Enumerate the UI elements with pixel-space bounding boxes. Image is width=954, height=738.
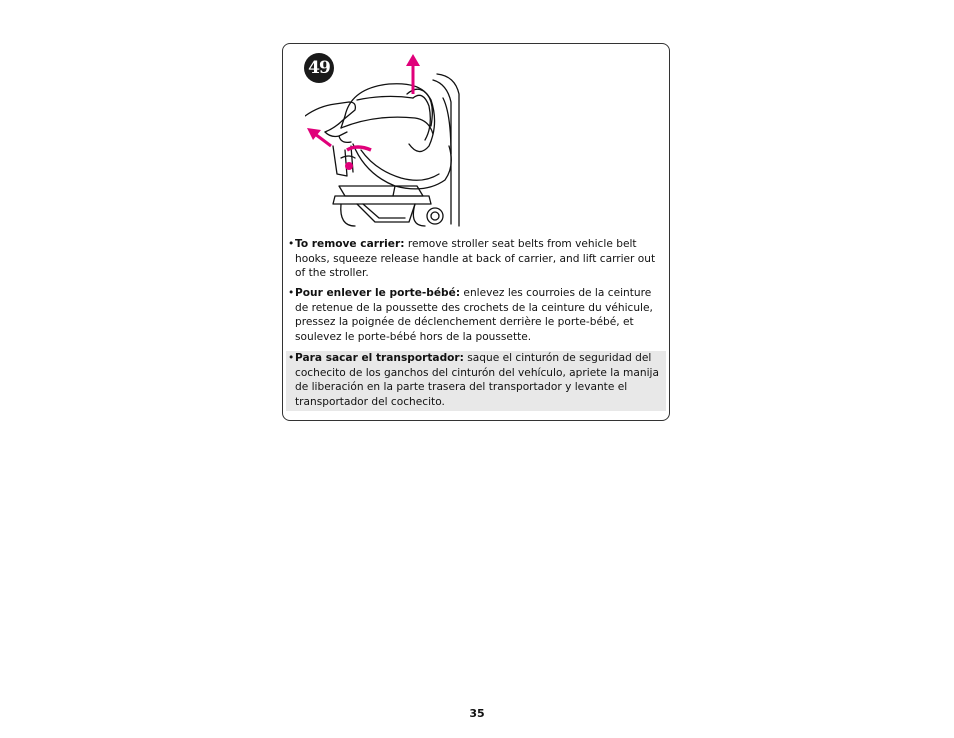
- carrier-removal-illustration: [305, 54, 465, 232]
- instruction-text: remove stroller seat belts from vehicle belt hooks, squeeze release handle at back of carrier, and lift carrier out of the stroller.: [295, 238, 656, 280]
- instruction-french: [286, 286, 666, 344]
- instruction-spanish: [286, 351, 666, 411]
- bullet: •: [288, 238, 295, 250]
- step-number-badge: 49: [304, 53, 334, 83]
- instruction-english: [286, 237, 666, 281]
- instruction-lead: To remove carrier:: [295, 238, 405, 250]
- instruction-lead: Para sacar el transportador:: [295, 352, 464, 364]
- bullet: •: [288, 287, 295, 299]
- instruction-body: [295, 286, 662, 344]
- instruction-body: [295, 351, 662, 409]
- instruction-lead: Pour enlever le porte-bébé:: [295, 287, 461, 299]
- release-dot-icon: [345, 162, 353, 170]
- instruction-text: enlevez les courroies de la ceinture de retenue de la poussette des crochets de la ceinture du véhicule, pressez la poignée de déclenchement derrière le porte-bébé, et soulevez le porte-bébé hors de la poussette.: [295, 287, 653, 343]
- bullet: •: [288, 352, 295, 364]
- instruction-body: [295, 237, 662, 281]
- page-number: 35: [469, 707, 485, 720]
- instruction-text: saque el cinturón de seguridad del cochecito de los ganchos del cinturón del vehículo, apriete la manija de liberación en la parte trasera del transportador y levante el transportador del cochecito.: [295, 352, 659, 408]
